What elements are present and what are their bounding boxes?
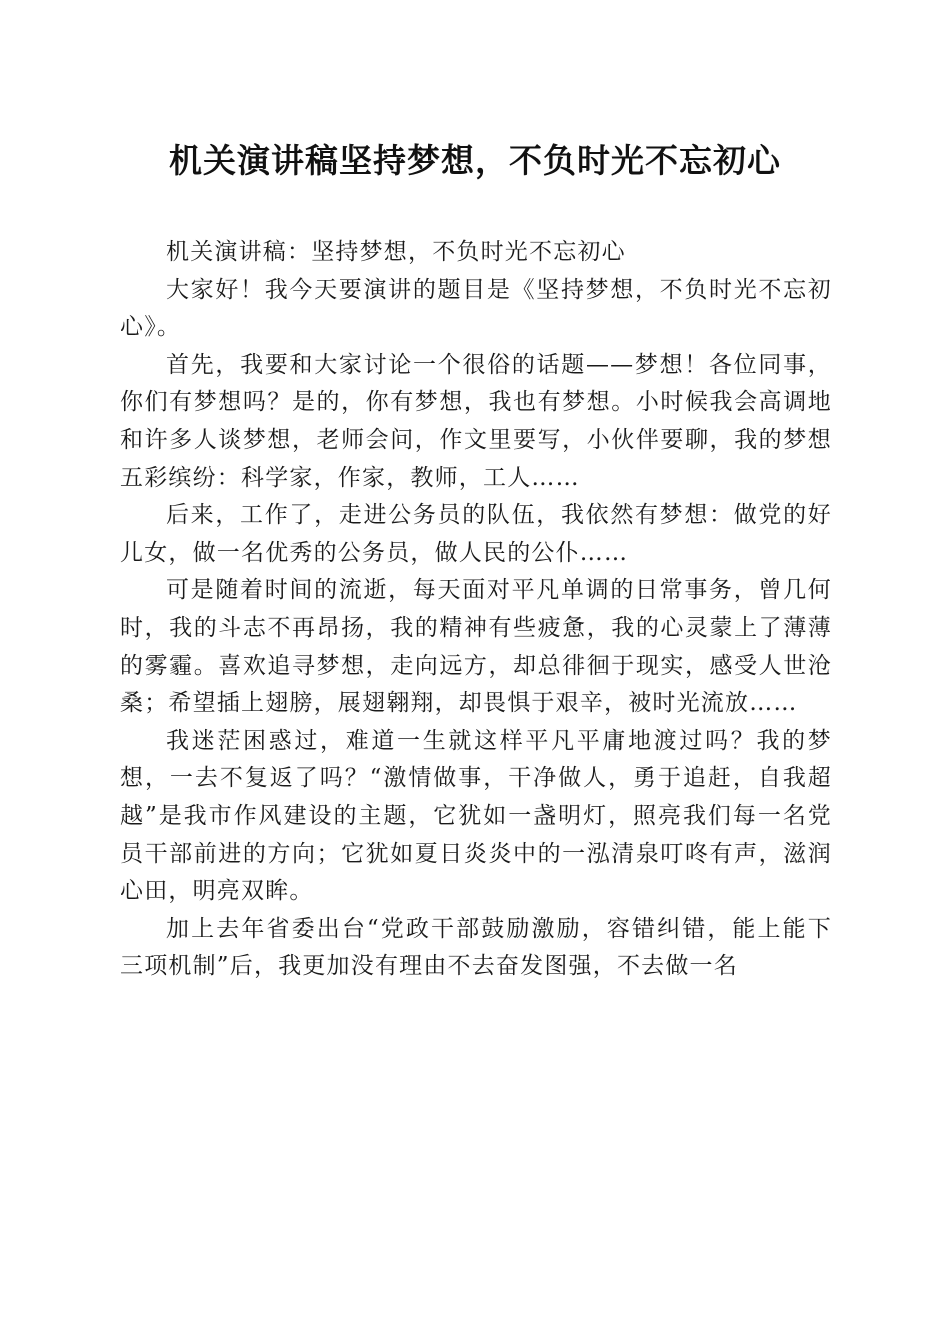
paragraph-dreams: 首先，我要和大家讨论一个很俗的话题——梦想！各位同事，你们有梦想吗？是的，你有梦想，我也有梦想。小时候我会高调地和许多人谈梦想，老师会问，作文里要写，小伙伴要聊，我的梦想五彩缤纷：科学家，作家，教师，工人…… <box>120 351 832 491</box>
paragraph-subtitle: 机关演讲稿：坚持梦想，不负时光不忘初心 <box>166 239 626 265</box>
paragraph-work: 后来，工作了，走进公务员的队伍，我依然有梦想：做党的好儿女，做一名优秀的公务员，做人民的公仆…… <box>120 502 832 566</box>
paragraph-greeting: 大家好！我今天要演讲的题目是《坚持梦想，不负时光不忘初心》。 <box>120 276 832 341</box>
paragraph-time: 可是随着时间的流逝，每天面对平凡单调的日常事务，曾几何时，我的斗志不再昂扬，我的精神有些疲惫，我的心灵蒙上了薄薄的雾霾。喜欢追寻梦想，走向远方，却总徘徊于现实，感受人世沧桑；希望插上翅膀，展翅翱翔，却畏惧于艰辛，被时光流放…… <box>120 577 832 717</box>
paragraph-confusion: 我迷茫困惑过，难道一生就这样平凡平庸地渡过吗？我的梦想，一去不复返了吗？“激情做事，干净做人，勇于追赶，自我超越”是我市作风建设的主题，它犹如一盏明灯，照亮我们每一名党员干部前进的方向；它犹如夏日炎炎中的一泓清泉叮咚有声，滋润心田，明亮双眸。 <box>120 727 832 905</box>
document-title: 机关演讲稿坚持梦想，不负时光不忘初心 <box>169 141 781 180</box>
document-body <box>120 234 832 986</box>
paragraph-mechanism: 加上去年省委出台“党政干部鼓励激励，容错纠错，能上能下三项机制”后，我更加没有理由不去奋发图强，不去做一名 <box>120 915 832 980</box>
